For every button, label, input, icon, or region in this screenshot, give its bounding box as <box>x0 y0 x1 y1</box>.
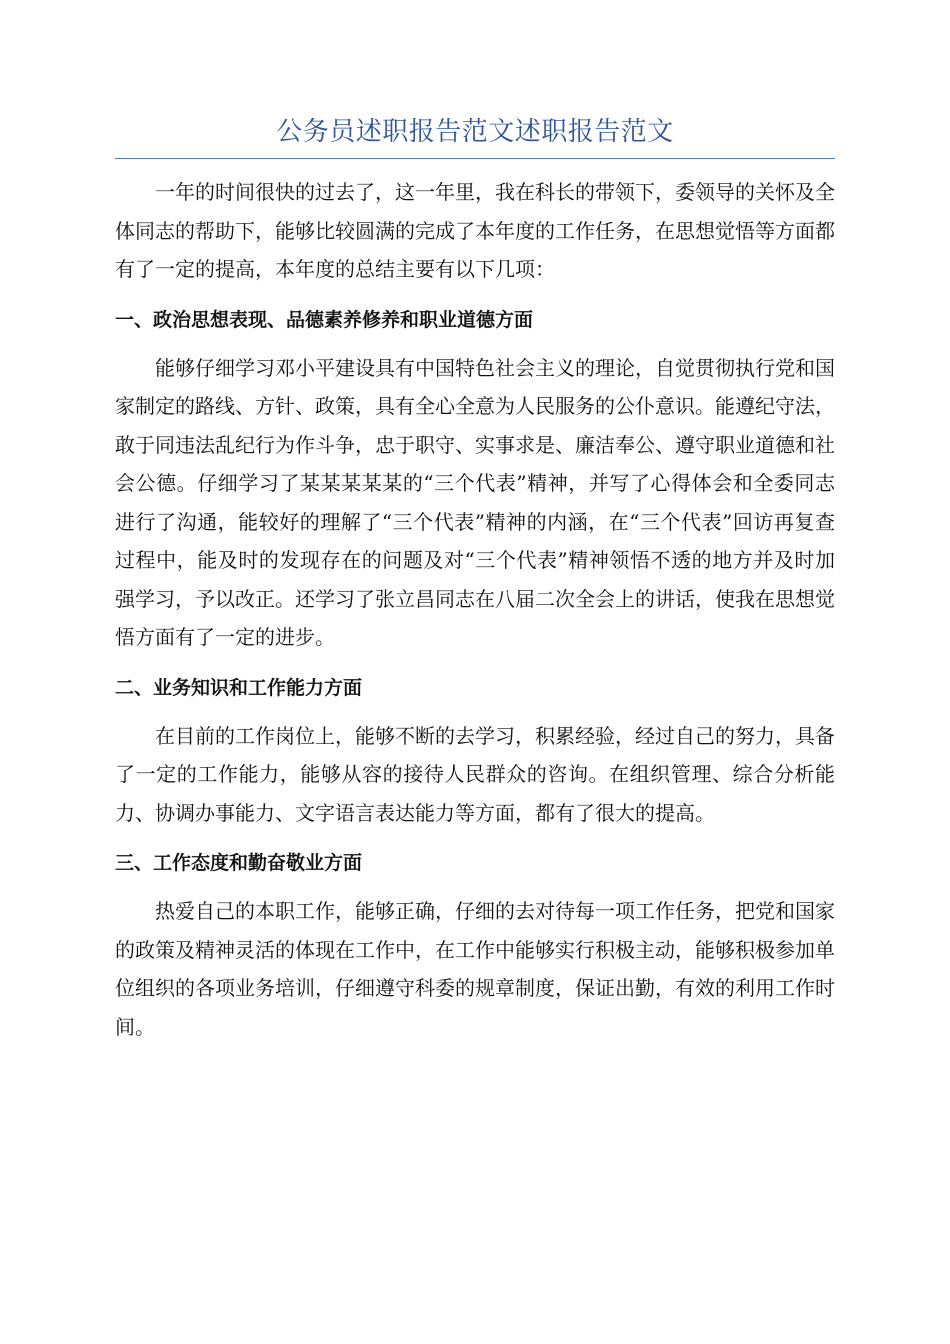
document-title: 公务员述职报告范文述职报告范文 <box>276 117 674 147</box>
document-body <box>115 173 835 1046</box>
section-heading-3: 三、工作态度和勤奋敬业方面 <box>115 852 363 874</box>
section-heading-2: 二、业务知识和工作能力方面 <box>115 676 363 699</box>
title-block <box>115 112 835 159</box>
section-body-3: 热爱自己的本职工作，能够正确，仔细的去对待每一项工作任务，把党和国家的政策及精神灵活的体现在工作中，在工作中能够实行积极主动，能够积极参加单位组织的各项业务培训，仔细遵守科委的规章制度，保证出勤，有效的利用工作时间。 <box>115 899 835 1039</box>
section-body-1: 能够仔细学习邓小平建设具有中国特色社会主义的理论，自觉贯彻执行党和国家制定的路线、方针、政策，具有全心全意为人民服务的公仆意识。能遵纪守法，敢于同违法乱纪行为作斗争，忠于职守、实事求是、廉洁奉公、遵守职业道德和社会公德。仔细学习了某某某某某的“三个代表”精神，并写了心得体会和全委同志进行了沟通，能较好的理解了“三个代表”精神的内涵，在“三个代表”回访再复查过程中，能及时的发现存在的问题及对“三个代表”精神领悟不透的地方并及时加强学习，予以改正。还学习了张立昌同志在八届二次全会上的讲话，使我在思想觉悟方面有了一定的进步。 <box>115 355 835 649</box>
section-body-2: 在目前的工作岗位上，能够不断的去学习，积累经验，经过自己的努力，具备了一定的工作能力，能够从容的接待人民群众的咨询。在组织管理、综合分析能力、协调办事能力、文字语言表达能力等方面，都有了很大的提高。 <box>115 723 835 825</box>
intro-paragraph: 一年的时间很快的过去了，这一年里，我在科长的带领下，委领导的关怀及全体同志的帮助下，能够比较圆满的完成了本年度的工作任务，在思想觉悟等方面都有了一定的提高，本年度的总结主要有以下几项： <box>115 180 835 281</box>
section-heading-1: 一、政治思想表现、品德素养修养和职业道德方面 <box>115 308 534 331</box>
